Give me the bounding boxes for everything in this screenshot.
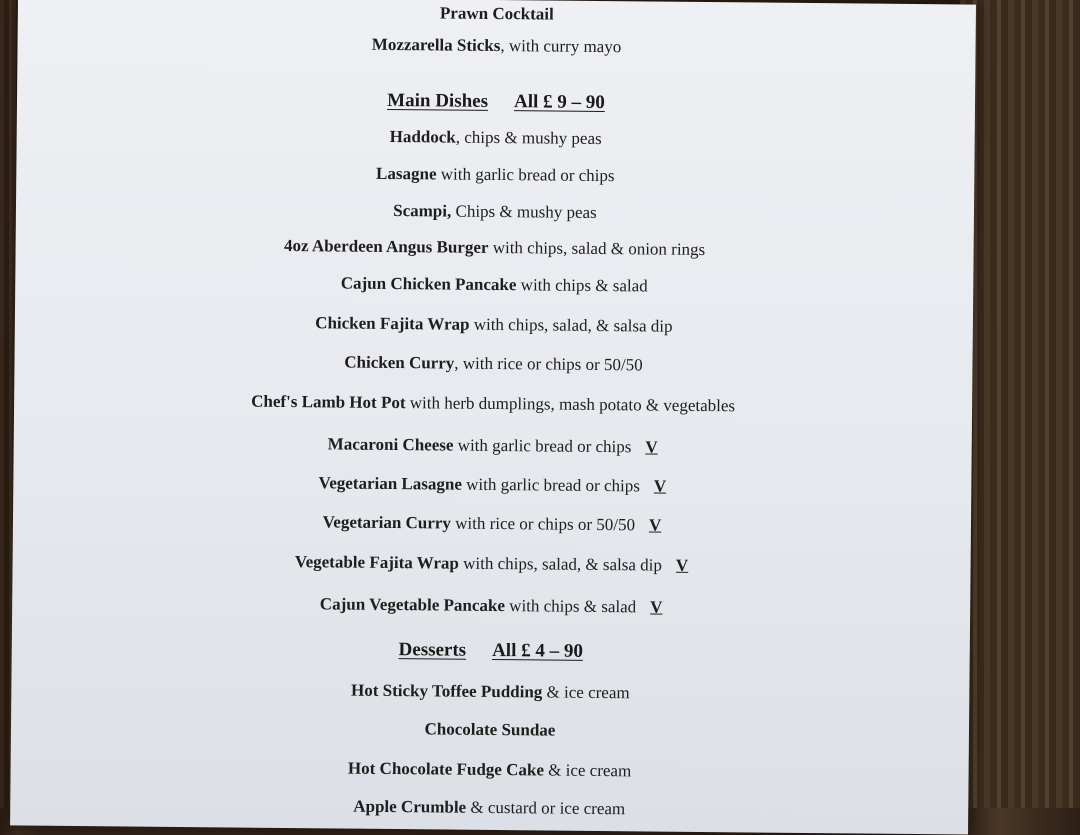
item-desc: with garlic bread or chips: [453, 436, 631, 457]
item-name: Haddock: [390, 127, 456, 147]
item-desc: with chips, salad, & salsa dip: [459, 554, 662, 575]
item-desc: with herb dumplings, mash potato & vegetables: [405, 393, 735, 415]
item-name: Hot Chocolate Fudge Cake: [348, 759, 544, 780]
desserts-heading: [12, 635, 970, 666]
section-price: All £ 4 – 90: [492, 640, 583, 662]
menu-item: [13, 549, 971, 578]
menu-item: [18, 0, 976, 29]
item-name: Scampi,: [393, 201, 451, 221]
item-desc: with chips & salad: [516, 275, 647, 295]
menu-item: [13, 509, 971, 538]
item-name: Apple Crumble: [353, 797, 466, 817]
item-desc: , chips & mushy peas: [456, 128, 602, 148]
menu-item: [17, 31, 975, 60]
item-name: Chocolate Sundae: [424, 719, 555, 739]
item-name: Chicken Fajita Wrap: [315, 313, 469, 333]
section-title: Main Dishes: [387, 90, 488, 112]
item-name: 4oz Aberdeen Angus Burger: [284, 236, 489, 257]
item-name: Prawn Cocktail: [440, 3, 554, 23]
item-desc: with chips & salad: [505, 596, 636, 616]
item-desc: with rice or chips or 50/50: [451, 514, 635, 535]
menu-item: [12, 591, 970, 620]
item-desc: with chips, salad, & salsa dip: [469, 315, 672, 336]
item-name: Vegetarian Curry: [323, 512, 451, 532]
item-name: Lasagne: [376, 164, 437, 184]
item-name: Chef's Lamb Hot Pot: [251, 392, 406, 412]
menu-item: [11, 715, 969, 744]
menu-item: [16, 197, 974, 226]
menu-item: [17, 123, 975, 152]
item-desc: Chips & mushy peas: [451, 202, 597, 222]
vegetarian-mark: V: [676, 556, 688, 575]
item-name: Cajun Vegetable Pancake: [320, 594, 505, 615]
menu-item: [11, 677, 969, 706]
menu-item: [16, 160, 974, 189]
menu-item: [14, 349, 972, 378]
vegetarian-mark: V: [649, 515, 661, 534]
item-desc: & ice cream: [542, 682, 629, 702]
menu-item: [14, 431, 972, 460]
section-price: All £ 9 – 90: [514, 91, 605, 113]
menu-item: [13, 470, 971, 499]
item-name: Vegetable Fajita Wrap: [295, 552, 459, 573]
main-dishes-heading: [17, 86, 975, 117]
wooden-table-right: [960, 0, 1080, 808]
item-name: Vegetarian Lasagne: [318, 473, 462, 493]
item-name: Cajun Chicken Pancake: [341, 274, 517, 295]
vegetarian-mark: V: [654, 477, 666, 496]
section-title: Desserts: [399, 639, 467, 661]
menu-item: [11, 755, 969, 784]
item-name: Chicken Curry: [344, 353, 454, 373]
item-desc: with garlic bread or chips: [462, 475, 640, 496]
menu-item: [16, 233, 974, 262]
item-name: Hot Sticky Toffee Pudding: [351, 681, 542, 702]
item-desc: & custard or ice cream: [466, 798, 625, 819]
item-desc: with chips, salad & onion rings: [488, 238, 705, 259]
menu-sheet: [10, 0, 976, 835]
item-name: Macaroni Cheese: [328, 434, 454, 454]
menu-item: [15, 310, 973, 339]
item-desc: with garlic bread or chips: [436, 164, 614, 185]
vegetarian-mark: V: [645, 437, 657, 456]
item-desc: , with rice or chips or 50/50: [454, 354, 643, 375]
item-desc: & ice cream: [544, 760, 631, 780]
menu-item: [14, 389, 972, 418]
item-desc: , with curry mayo: [500, 36, 621, 56]
menu-item: [15, 270, 973, 299]
item-name: Mozzarella Sticks: [372, 35, 501, 55]
vegetarian-mark: V: [650, 597, 662, 616]
